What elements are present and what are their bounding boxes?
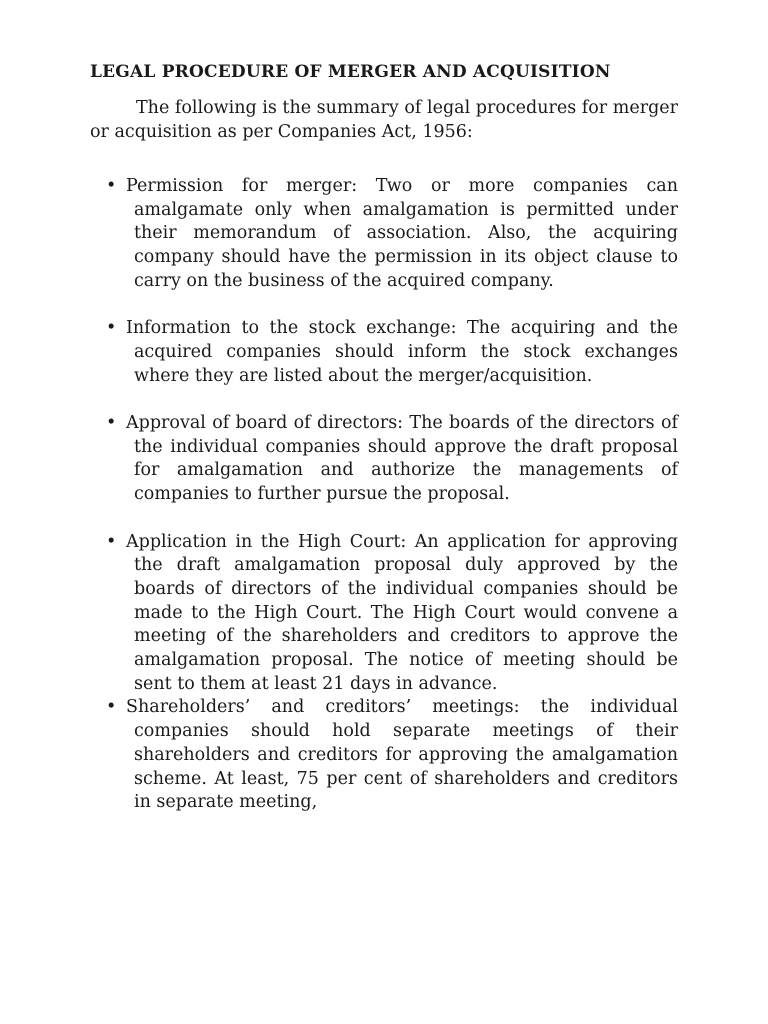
list-item-text: Application in the High Court: An application for approving the draft amalgamation proposal duly approved by the boards of directors of the individual companies should be made to the High Court. The High Court would convene a meeting of the shareholders and creditors to approve the amalgamation proposal. The notice of meeting should be sent to them at least 21 days in advance. [126, 531, 678, 694]
list-item [44, 175, 678, 294]
bullet-icon: • [106, 176, 117, 196]
bullet-icon: • [106, 318, 117, 339]
bullet-icon: • [106, 531, 117, 552]
list-item-text: Approval of board of directors: The boards of the directors of the individual companies should approve the draft proposal for amalgamation and authorize the managements of companies to further pursue the proposal. [126, 413, 678, 505]
document-title: LEGAL PROCEDURE OF MERGER AND ACQUISITION [90, 62, 611, 82]
intro-paragraph: The following is the summary of legal procedures for merger or acquisition as per Companies Act, 1956: [90, 98, 678, 142]
list-item-text: Information to the stock exchange: The acquiring and the acquired companies should inform the stock exchanges where they are listed about the merger/acquisition. [126, 318, 678, 386]
bullet-icon: • [106, 697, 117, 718]
document-page [90, 58, 678, 815]
list-item [44, 317, 678, 388]
procedure-list [90, 175, 678, 815]
bullet-icon: • [106, 413, 117, 433]
list-item-text: Shareholders’ and creditors’ meetings: the individual companies should hold separate meetings of their shareholders and creditors for approving the amalgamation scheme. At least, 75 per cent of shareholders and creditors in separate meeting, [126, 697, 678, 813]
list-item [44, 531, 678, 697]
list-item-text: Permission for merger: Two or more companies can amalgamate only when amalgamation is permitted under their memorandum of association. Also, the acquiring company should have the permission in its object clause to carry on the business of the acquired company. [126, 176, 678, 291]
list-item [44, 696, 678, 815]
list-item [44, 412, 678, 507]
